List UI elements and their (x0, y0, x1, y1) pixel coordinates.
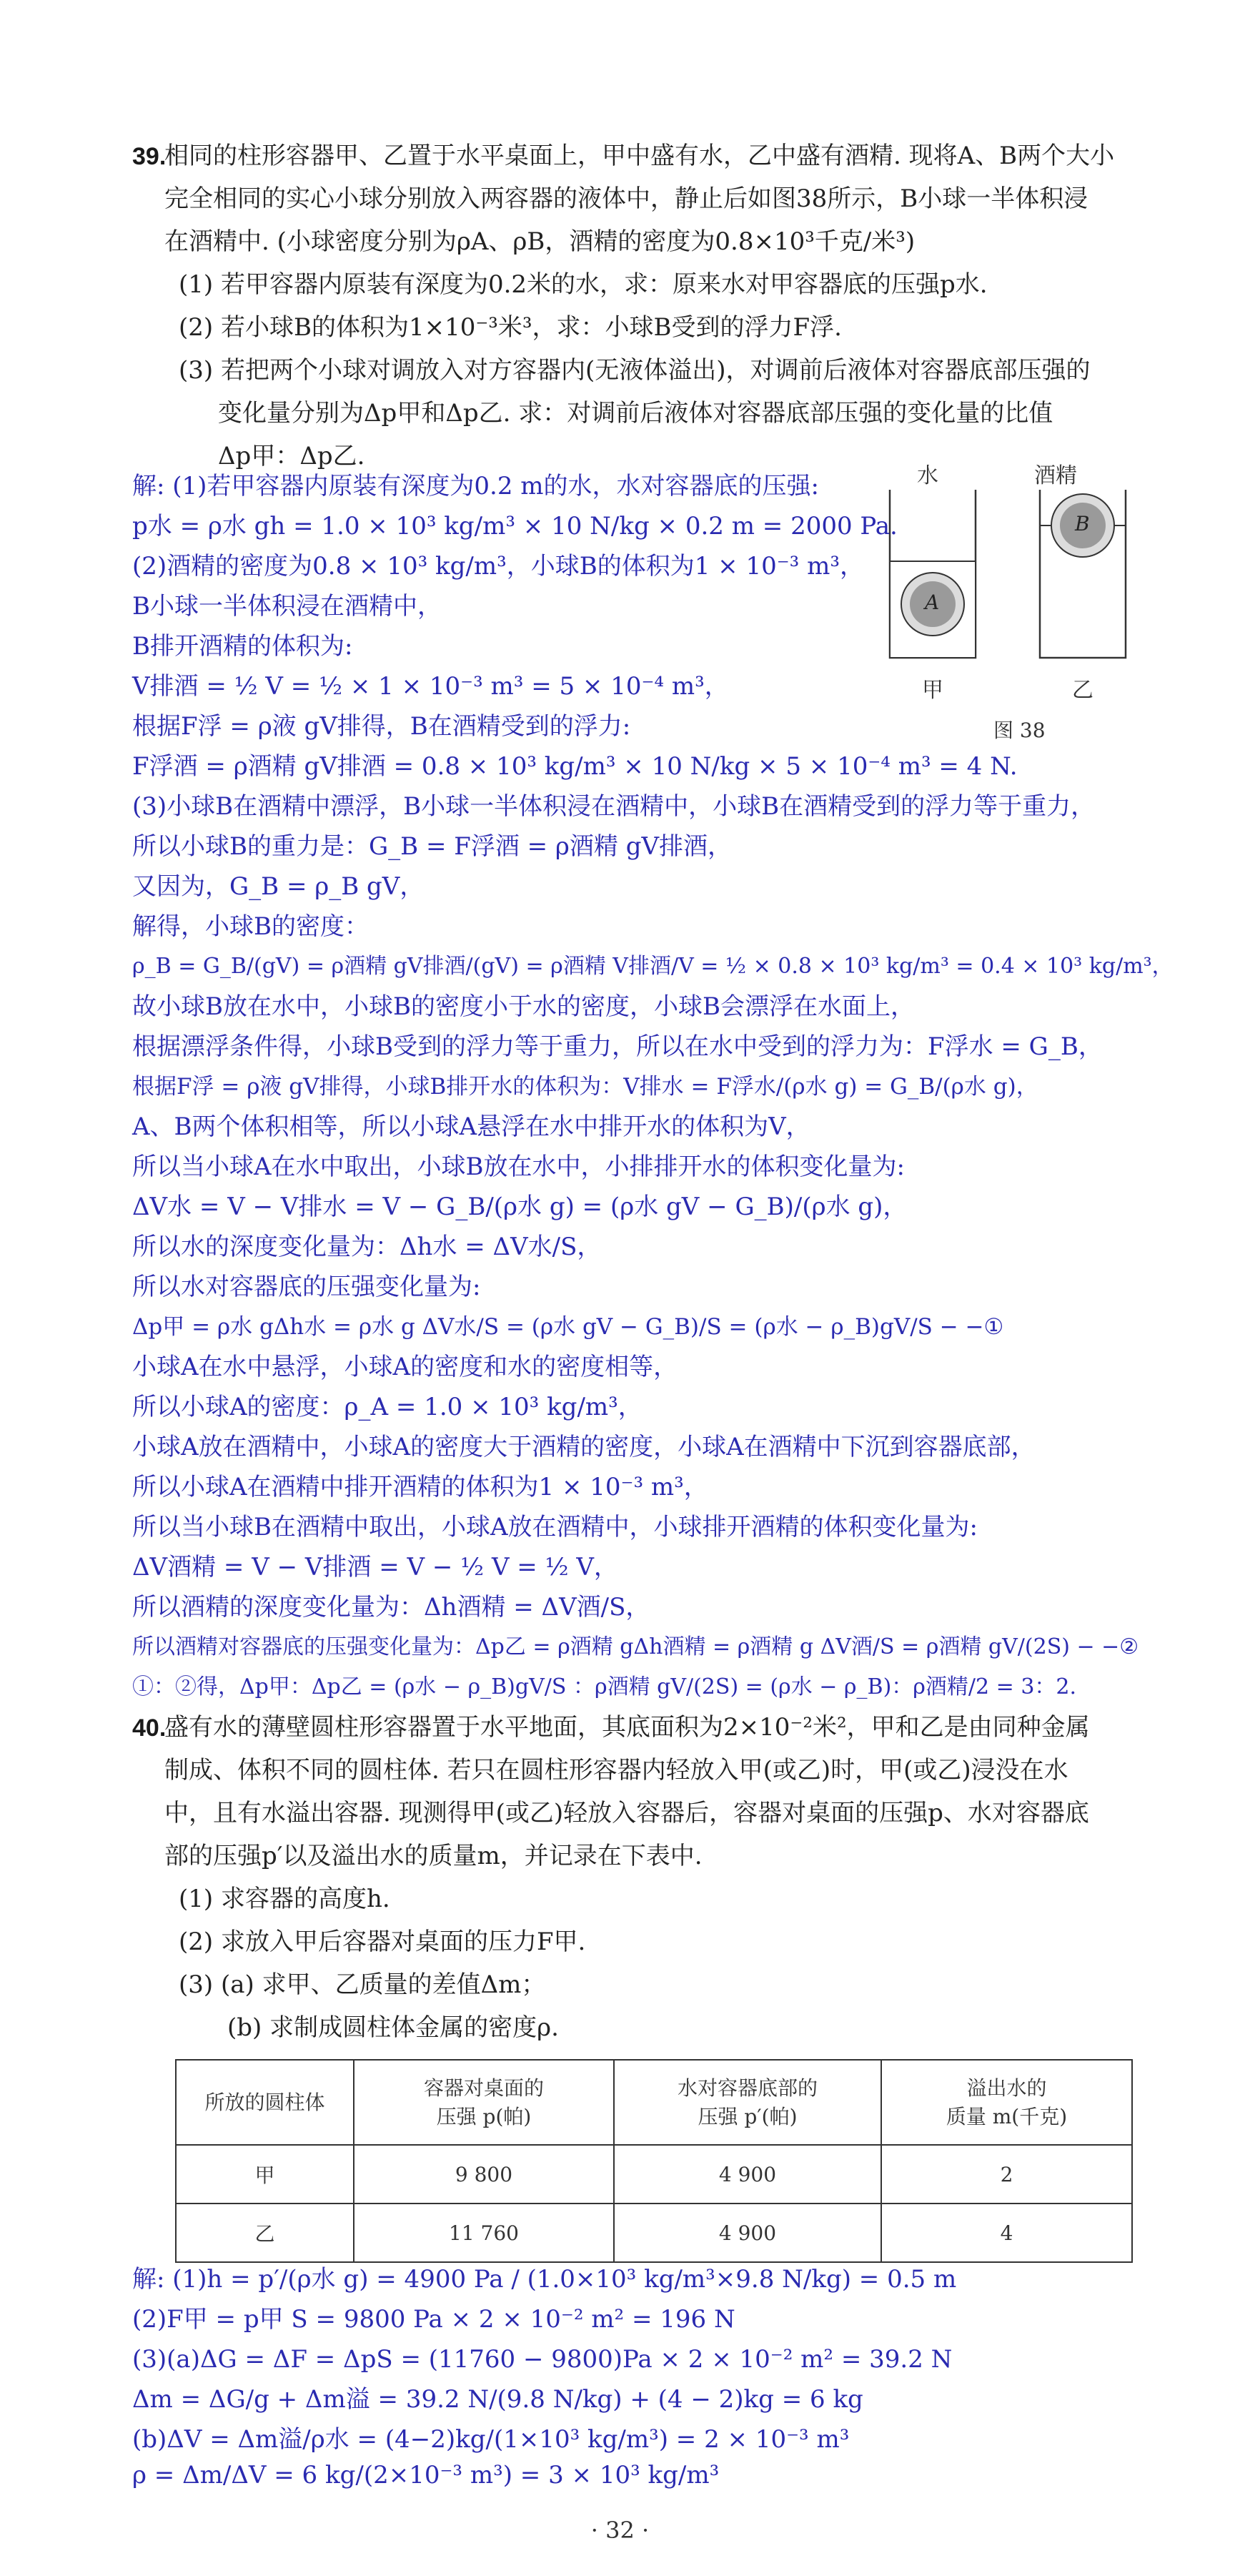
q39-number: 39. (132, 143, 167, 170)
q39-solution-line-2: p水 = ρ水 gh = 1.0 × 10³ kg/m³ × 10 N/kg × 0.2 m = 2000 Pa. (132, 512, 898, 541)
q40-number: 40. (132, 1714, 167, 1742)
q40-stem-line-2: 制成、体积不同的圆柱体. 若只在圆柱形容器内轻放入甲(或乙)时，甲(或乙)浸没在水 (164, 1756, 1068, 1785)
q39-solution-line-1: 解: (1)若甲容器内原装有深度为0.2 m的水，水对容器底的压强: (132, 472, 819, 500)
q39-solution-line-20: 所以水的深度变化量为：Δh水 = ΔV水/S， (132, 1233, 602, 1261)
q39-solution-line-13: ρ_B = G_B/(gV) = ρ酒精 gV排酒/(gV) = ρ酒精 V排酒/V = ½ × 0.8 × 10³ kg/m³ = 0.4 × 10³ kg/m³， (132, 954, 1174, 979)
q40-stem-line-1: 盛有水的薄壁圆柱形容器置于水平地面，其底面积为2×10⁻²米²，甲和乙是由同种金属 (164, 1713, 1090, 1742)
q39-part-3-cont: 变化量分别为Δp甲和Δp乙. 求：对调前后液体对容器底部压强的变化量的比值 (218, 399, 1053, 428)
q39-solution-line-9: (3)小球B在酒精中漂浮，B小球一半体积浸在酒精中，小球B在酒精受到的浮力等于重力， (132, 792, 1096, 821)
header-cylinder: 所放的圆柱体 (176, 2060, 354, 2145)
table-row (176, 2145, 1132, 2204)
q39-part-3-ratio: Δp甲：Δp乙. (218, 442, 365, 470)
q40-data-table (175, 2059, 1133, 2263)
q40-part-3b: (b) 求制成圆柱体金属的密度ρ. (227, 2013, 559, 2042)
q39-solution-line-10: 所以小球B的重力是：G_B = F浮酒 = ρ酒精 gV排酒， (132, 832, 733, 861)
header-overflow-mass: 溢出水的 质量 m(千克) (881, 2060, 1132, 2145)
q39-solution-line-12: 解得，小球B的密度： (132, 912, 369, 941)
q40-solution-line-6: ρ = Δm/ΔV = 6 kg/(2×10⁻³ m³) = 3 × 10³ kg/m³ (132, 2461, 720, 2489)
table-cell: 2 (881, 2145, 1132, 2204)
q39-solution-line-25: 小球A放在酒精中，小球A的密度大于酒精的密度，小球A在酒精中下沉到容器底部， (132, 1433, 1036, 1461)
q39-solution-line-30: 所以酒精对容器底的压强变化量为：Δp乙 = ρ酒精 gΔh酒精 = ρ酒精 g ΔV酒/S = ρ酒精 gV/(2S) − −② (132, 1634, 1139, 1659)
q40-solution-line-5: (b)ΔV = Δm溢/ρ水 = (4−2)kg/(1×10³ kg/m³) = 2 × 10⁻³ m³ (132, 2425, 850, 2454)
q39-stem-line-3: 在酒精中. (小球密度分别为ρA、ρB，酒精的密度为0.8×10³千克/米³) (164, 227, 916, 256)
table-cell: 4 (881, 2204, 1132, 2262)
q39-solution-line-23: 小球A在水中悬浮，小球A的密度和水的密度相等， (132, 1353, 678, 1381)
q39-solution-line-8: F浮酒 = ρ酒精 gV排酒 = 0.8 × 10³ kg/m³ × 10 N/kg × 5 × 10⁻⁴ m³ = 4 N. (132, 752, 1018, 781)
figure-label-water: 水 (917, 463, 938, 488)
q39-stem-line-1: 相同的柱形容器甲、乙置于水平桌面上，甲中盛有水，乙中盛有酒精. 现将A、B两个大小 (164, 142, 1115, 170)
table-cell: 甲 (176, 2145, 354, 2204)
table-cell: 乙 (176, 2204, 354, 2262)
table-row (176, 2204, 1132, 2262)
header-container-pressure: 容器对桌面的 压强 p(帕) (354, 2060, 614, 2145)
q40-solution-line-1: 解: (1)h = p′/(ρ水 g) = 4900 Pa / (1.0×10³ kg/m³×9.8 N/kg) = 0.5 m (132, 2265, 957, 2294)
ball-a-label: A (925, 591, 940, 614)
q39-solution-line-15: 根据漂浮条件得，小球B受到的浮力等于重力，所以在水中受到的浮力为：F浮水 = G_B， (132, 1032, 1103, 1061)
q40-stem-line-4: 部的压强p′以及溢出水的质量m，并记录在下表中. (164, 1842, 703, 1870)
figure-label-jia: 甲 (922, 678, 943, 703)
table-cell: 4 900 (614, 2204, 881, 2262)
ball-b-label: B (1075, 512, 1090, 536)
table-cell: 4 900 (614, 2145, 881, 2204)
q40-part-2: (2) 求放入甲后容器对桌面的压力F甲. (179, 1928, 586, 1956)
q39-solution-line-18: 所以当小球A在水中取出，小球B放在水中，小排排开水的体积变化量为: (132, 1153, 905, 1181)
q39-solution-line-28: ΔV酒精 = V − V排酒 = V − ½ V = ½ V， (132, 1553, 618, 1581)
q39-solution-line-16: 根据F浮 = ρ液 gV排得，小球B排开水的体积为：V排水 = F浮水/(ρ水 g) = G_B/(ρ水 g)， (132, 1074, 1038, 1100)
q39-solution-line-4: B小球一半体积浸在酒精中， (132, 592, 442, 621)
table-cell: 9 800 (354, 2145, 614, 2204)
q40-solution-line-2: (2)F甲 = p甲 S = 9800 Pa × 2 × 10⁻² m² = 196 N (132, 2305, 735, 2334)
q39-solution-line-31: ①：②得，Δp甲：Δp乙 = (ρ水 − ρ_B)gV/S ：ρ酒精 gV/(2S) = (ρ水 − ρ_B)：ρ酒精/2 = 3：2. (132, 1674, 1077, 1699)
header-water-pressure: 水对容器底部的 压强 p′(帕) (614, 2060, 881, 2145)
q40-solution-line-4: Δm = ΔG/g + Δm溢 = 39.2 N/(9.8 N/kg) + (4 − 2)kg = 6 kg (132, 2385, 863, 2414)
q39-solution-line-29: 所以酒精的深度变化量为：Δh酒精 = ΔV酒/S， (132, 1593, 650, 1622)
q39-solution-line-24: 所以小球A的密度：ρ_A = 1.0 × 10³ kg/m³， (132, 1393, 643, 1421)
q40-stem-line-3: 中，且有水溢出容器. 现测得甲(或乙)轻放入容器后，容器对桌面的压强p、水对容器底 (164, 1799, 1089, 1827)
q39-solution-line-7: 根据F浮 = ρ液 gV排得，B在酒精受到的浮力: (132, 712, 631, 741)
q39-solution-line-14: 故小球B放在水中，小球B的密度小于水的密度，小球B会漂浮在水面上， (132, 992, 915, 1021)
figure-label-yi: 乙 (1072, 678, 1093, 703)
figure-label-alcohol: 酒精 (1034, 463, 1077, 488)
q39-solution-line-17: A、B两个体积相等，所以小球A悬浮在水中排开水的体积为V， (132, 1112, 810, 1141)
q39-solution-line-5: B排开酒精的体积为: (132, 632, 353, 661)
q39-solution-line-19: ΔV水 = V − V排水 = V − G_B/(ρ水 g) = (ρ水 gV − G_B)/(ρ水 g)， (132, 1193, 908, 1221)
q40-solution-line-3: (3)(a)ΔG = ΔF = ΔpS = (11760 − 9800)Pa × 2 × 10⁻² m² = 39.2 N (132, 2345, 953, 2374)
q40-part-3a: (3) (a) 求甲、乙质量的差值Δm； (179, 1970, 546, 1999)
q39-part-1: (1) 若甲容器内原装有深度为0.2米的水，求：原来水对甲容器底的压强p水. (179, 270, 988, 299)
q39-part-3: (3) 若把两个小球对调放入对方容器内(无液体溢出)，对调前后液体对容器底部压强的 (179, 356, 1091, 385)
q40-part-1: (1) 求容器的高度h. (179, 1885, 390, 1913)
table-cell: 11 760 (354, 2204, 614, 2262)
q39-solution-line-11: 又因为，G_B = ρ_B gV， (132, 872, 425, 901)
q39-solution-line-27: 所以当小球B在酒精中取出，小球A放在酒精中，小球排开酒精的体积变化量为: (132, 1513, 978, 1541)
q39-solution-line-22: Δp甲 = ρ水 gΔh水 = ρ水 g ΔV水/S = (ρ水 gV − G_B)/S = (ρ水 − ρ_B)gV/S − −① (132, 1314, 1004, 1340)
q39-solution-line-21: 所以水对容器底的压强变化量为: (132, 1273, 481, 1301)
figure-caption: 图 38 (993, 719, 1046, 742)
q39-solution-line-3: (2)酒精的密度为0.8 × 10³ kg/m³，小球B的体积为1 × 10⁻³ m³， (132, 552, 864, 581)
q39-stem-line-2: 完全相同的实心小球分别放入两容器的液体中，静止后如图38所示，B小球一半体积浸 (164, 184, 1088, 213)
q39-solution-line-26: 所以小球A在酒精中排开酒精的体积为1 × 10⁻³ m³， (132, 1473, 708, 1501)
table-header-row (176, 2060, 1132, 2145)
q39-solution-line-6: V排酒 = ½ V = ½ × 1 × 10⁻³ m³ = 5 × 10⁻⁴ m³， (132, 672, 729, 701)
page-number: · 32 · (590, 2517, 650, 2544)
q39-part-2: (2) 若小球B的体积为1×10⁻³米³，求：小球B受到的浮力F浮. (179, 313, 842, 342)
